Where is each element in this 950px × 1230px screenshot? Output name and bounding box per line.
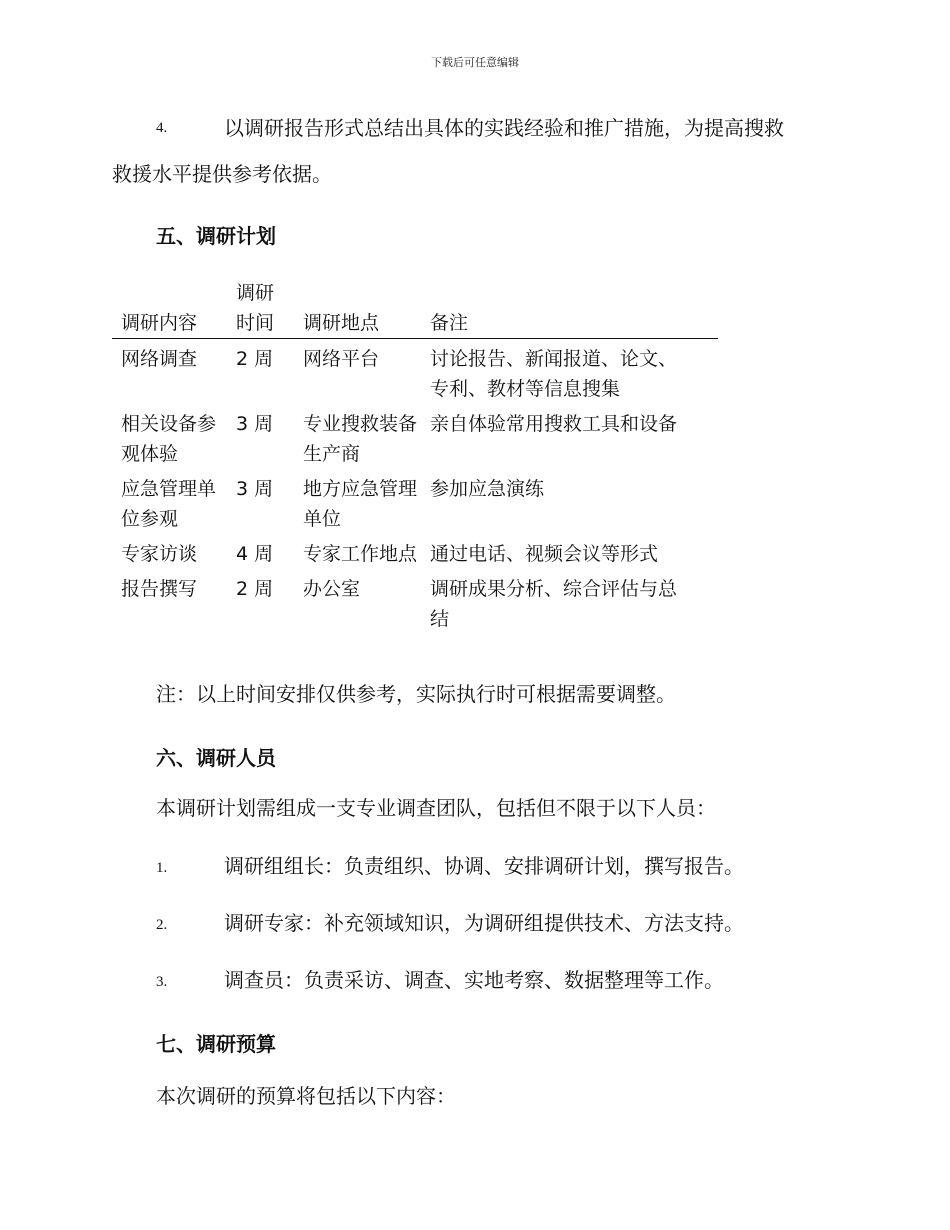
table-row (112, 474, 718, 534)
table-note: 注：以上时间安排仅供参考，实际执行时可根据需要调整。 (156, 682, 676, 706)
table-row (112, 409, 718, 469)
table-cell: 相关设备参观体验 (121, 413, 217, 465)
table-cell: 专家工作地点 (303, 543, 418, 565)
table-cell: 2 周 (236, 578, 274, 600)
section-heading: 五、调研计划 (156, 224, 276, 248)
table-cell: 专业搜救装备生产商 (303, 413, 418, 465)
list-item: 调查员：负责采访、调查、实地考察、数据整理等工作。 (224, 968, 724, 992)
table-cell: 通过电话、视频会议等形式 (430, 543, 659, 565)
section-heading: 七、调研预算 (156, 1032, 276, 1056)
table-header-cell: 调研时间 (236, 282, 275, 334)
table-header-cell: 调研地点 (303, 312, 380, 334)
list-number: 3. (156, 974, 168, 990)
section-heading: 六、调研人员 (156, 746, 276, 770)
list-number: 1. (156, 860, 168, 876)
page-header: 下载后可任意编辑 (431, 56, 519, 69)
table-row (112, 344, 718, 404)
table-header-cell: 备注 (430, 312, 469, 334)
table-cell: 亲自体验常用搜救工具和设备 (430, 413, 678, 435)
section7-intro: 本次调研的预算将包括以下内容： (156, 1084, 456, 1108)
table-cell: 讨论报告、新闻报道、论文、专利、教材等信息搜集 (430, 348, 678, 400)
table-cell: 应急管理单位参观 (121, 478, 217, 530)
item4-line2: 救援水平提供参考依据。 (112, 162, 332, 186)
table-cell: 3 周 (236, 478, 274, 500)
table-cell: 4 周 (236, 543, 274, 565)
table-row (112, 539, 718, 569)
table-cell: 3 周 (236, 413, 274, 435)
table-cell: 2 周 (236, 348, 274, 370)
table-header-cell: 调研内容 (121, 312, 198, 334)
table-cell: 专家访谈 (121, 543, 198, 565)
table-cell: 报告撰写 (121, 578, 198, 600)
item4-line1: 以调研报告形式总结出具体的实践经验和推广措施，为提高搜救 (224, 116, 784, 140)
table-header-row (112, 278, 718, 339)
table-cell: 网络调查 (121, 348, 198, 370)
table-cell: 调研成果分析、综合评估与总结 (430, 578, 678, 630)
table-cell: 地方应急管理单位 (303, 478, 418, 530)
plan-table (112, 278, 718, 634)
table-cell: 参加应急演练 (430, 478, 545, 500)
list-item: 调研专家：补充领域知识，为调研组提供技术、方法支持。 (224, 911, 744, 935)
table-cell: 办公室 (303, 578, 361, 600)
table-cell: 网络平台 (303, 348, 380, 370)
section6-intro: 本调研计划需组成一支专业调查团队，包括但不限于以下人员： (156, 796, 716, 820)
table-row (112, 574, 718, 634)
list-number: 4. (156, 120, 168, 136)
list-item: 调研组组长：负责组织、协调、安排调研计划，撰写报告。 (224, 854, 744, 878)
list-number: 2. (156, 917, 168, 933)
